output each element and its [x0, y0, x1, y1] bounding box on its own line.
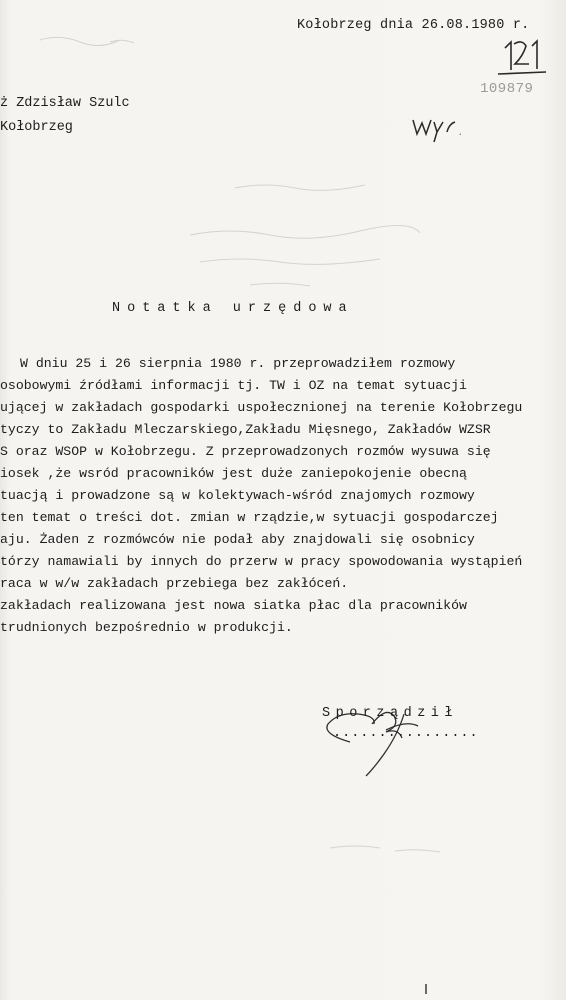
body-line: ującej w zakładach gospodarki uspołecznionej na terenie Kołobrzegu [0, 400, 523, 415]
body-line: trudnionych bezpośrednio w produkcji. [0, 620, 293, 635]
body-line: raca w w/w zakładach przebiega bez zakłóceń. [0, 576, 349, 591]
registry-number: 109879 [480, 81, 534, 97]
body-line: tórzy namawiali by innych do przerw w pracy spowodowania wystąpień [0, 554, 523, 569]
body-line: tuacją i prowadzone są w kolektywach-wśród znajomych rozmowy [0, 488, 475, 503]
place-date: Kołobrzeg dnia 26.08.1980 r. [297, 18, 530, 33]
signature-dots: ................ [333, 726, 479, 741]
recipient-city: Kołobrzeg [0, 120, 73, 135]
body-line: iosek ,że wsród pracowników jest duże zaniepokojenie obecną [0, 466, 467, 481]
body-line: tyczy to Zakładu Mleczarskiego,Zakładu Mięsnego, Zakładów WZSR [0, 422, 491, 437]
document-title: Notatka urzędowa [112, 301, 354, 316]
body-line: W dniu 25 i 26 sierpnia 1980 r. przeprowadziłem rozmowy [20, 356, 456, 371]
recipient-name: ż Zdzisław Szulc [0, 96, 130, 111]
signature-label: Sporządził [322, 706, 459, 721]
body-line: zakładach realizowana jest nowa siatka płac dla pracowników [0, 598, 467, 613]
body-line: ten temat o treści dot. zmian w rządzie,w sytuacji gospodarczej [0, 510, 499, 525]
body-line: osobowymi źródłami informacji tj. TW i OZ na temat sytuacji [0, 378, 467, 393]
body-line: aju. Żaden z rozmówców nie podał aby znajdowali się osobnicy [0, 532, 475, 547]
body-line: S oraz WSOP w Kołobrzegu. Z przeprowadzonych rozmów wysuwa się [0, 444, 491, 459]
